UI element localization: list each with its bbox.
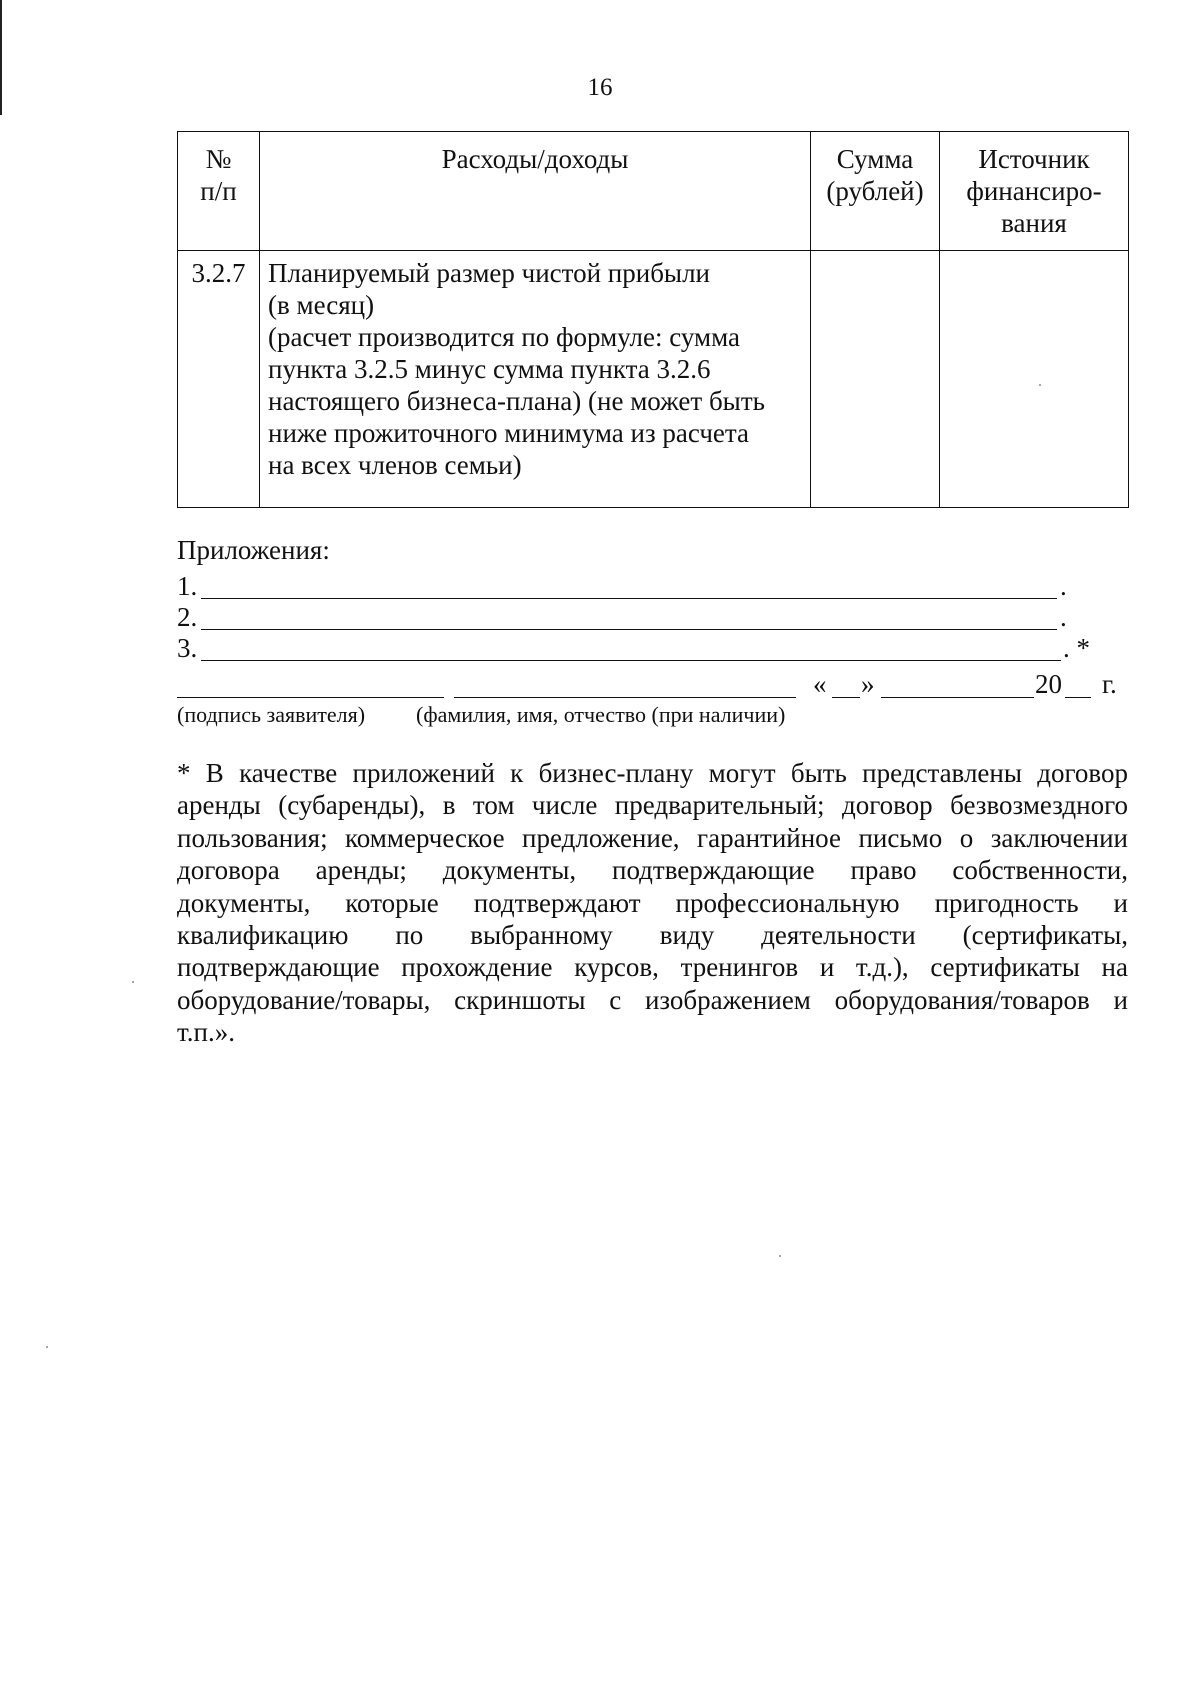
row-sum[interactable] xyxy=(811,251,940,508)
attachment-line-1[interactable]: 1. . xyxy=(177,571,1067,601)
footnote-line: т.п.». xyxy=(177,1017,235,1048)
signature-field[interactable] xyxy=(177,697,444,698)
date-quote-open: « xyxy=(813,669,827,699)
scan-speck xyxy=(46,1346,48,1348)
scan-speck xyxy=(779,1255,781,1257)
footnote-line: аренды (субаренды), в том числе предварительный; договор безвозмездного xyxy=(177,790,1128,821)
header-item: Расходы/доходы xyxy=(260,132,811,251)
table-row xyxy=(178,251,1129,508)
footnote-line: оборудование/товары, скриншоты с изображением оборудования/товаров и xyxy=(177,984,1128,1015)
date-year-prefix: 20 xyxy=(1035,669,1062,699)
row-source[interactable] xyxy=(940,251,1129,508)
table-header-row xyxy=(178,132,1129,251)
signature-row xyxy=(177,668,1128,700)
date-year-field[interactable] xyxy=(1065,697,1091,698)
row-item: Планируемый размер чистой прибыли (в месяц) (расчет производится по формуле: сумма пункта 3.2.5 минус сумма пункта 3.2.6 настоящего бизнеса-плана) (не может быть ниже прожиточного минимума из расчета на всех членов семьи) xyxy=(260,251,811,508)
date-month-field[interactable] xyxy=(881,697,1034,698)
header-sum: Сумма (рублей) xyxy=(811,132,940,251)
date-day-field[interactable] xyxy=(832,697,860,698)
header-num: № п/п xyxy=(178,132,260,251)
scan-speck xyxy=(1039,384,1041,386)
date-quote-close: » xyxy=(861,669,875,699)
footnote-line: пользования; коммерческое предложение, гарантийное письмо о заключении xyxy=(177,822,1128,853)
full-name-field[interactable] xyxy=(454,697,796,698)
footnote-line: квалификацию по выбранному виду деятельности (сертификаты, xyxy=(177,920,1128,951)
page-number: 16 xyxy=(587,74,613,101)
footnote-line: подтверждающие прохождение курсов, тренингов и т.д.), сертификаты на xyxy=(177,952,1128,983)
signature-label: (подпись заявителя) xyxy=(177,702,366,727)
header-source: Источник финансиро- вания xyxy=(940,132,1129,251)
attachment-line-3[interactable]: 3. . * xyxy=(177,633,1090,663)
footnote-line: документы, которые подтверждают профессиональную пригодность и xyxy=(177,887,1128,918)
budget-table xyxy=(177,131,1129,508)
scan-speck xyxy=(132,981,134,983)
attachments-title: Приложения: xyxy=(177,535,330,565)
footnote xyxy=(177,757,1128,1049)
footnote-line: * В качестве приложений к бизнес-плану могут быть представлены договор xyxy=(177,758,1128,788)
footnote-line: договора аренды; документы, подтверждающие право собственности, xyxy=(177,855,1128,886)
attachment-line-2[interactable]: 2. . xyxy=(177,602,1067,632)
date-year-suffix: г. xyxy=(1102,669,1117,699)
full-name-label: (фамилия, имя, отчество (при наличии) xyxy=(416,702,786,727)
row-num: 3.2.7 xyxy=(178,251,260,508)
